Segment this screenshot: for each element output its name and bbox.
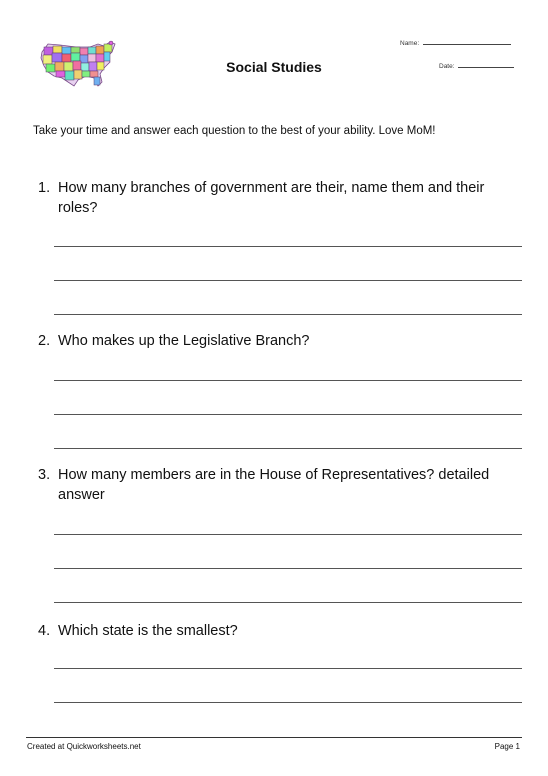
- date-label: Date:: [439, 63, 455, 70]
- answer-line[interactable]: [54, 448, 522, 449]
- question-number: 2.: [38, 333, 51, 349]
- answer-line[interactable]: [54, 534, 522, 535]
- question-text: Who makes up the Legislative Branch?: [58, 333, 310, 349]
- answer-line[interactable]: [54, 668, 522, 669]
- name-label: Name:: [400, 40, 420, 47]
- question-text: Which state is the smallest?: [58, 623, 238, 639]
- date-blank[interactable]: [458, 61, 514, 68]
- question-number: 1.: [38, 180, 51, 196]
- question-text: How many branches of government are their, name them and their roles?: [58, 180, 485, 216]
- answer-line[interactable]: [54, 246, 522, 247]
- us-states-map-icon: [38, 38, 118, 90]
- answer-line[interactable]: [54, 568, 522, 569]
- name-blank[interactable]: [423, 38, 511, 45]
- answer-line[interactable]: [54, 380, 522, 381]
- answer-line[interactable]: [54, 314, 522, 315]
- answer-line[interactable]: [54, 280, 522, 281]
- date-field: [439, 61, 514, 70]
- question-4: [38, 621, 524, 641]
- footer-divider: [26, 737, 522, 738]
- question-text: How many members are in the House of Representatives? detailed answer: [58, 467, 490, 503]
- question-2: [38, 331, 524, 351]
- question-number: 3.: [38, 467, 51, 483]
- answer-line[interactable]: [54, 414, 522, 415]
- page-title: Social Studies: [226, 59, 322, 75]
- question-3: [38, 465, 524, 505]
- name-field: [400, 38, 511, 47]
- instructions: Take your time and answer each question to the best of your ability. Love MoM!: [33, 125, 436, 137]
- question-1: [38, 178, 524, 218]
- question-number: 4.: [38, 623, 51, 639]
- answer-line[interactable]: [54, 702, 522, 703]
- page-number: Page 1: [494, 742, 520, 751]
- answer-line[interactable]: [54, 602, 522, 603]
- footer-credit: Created at Quickworksheets.net: [27, 742, 141, 751]
